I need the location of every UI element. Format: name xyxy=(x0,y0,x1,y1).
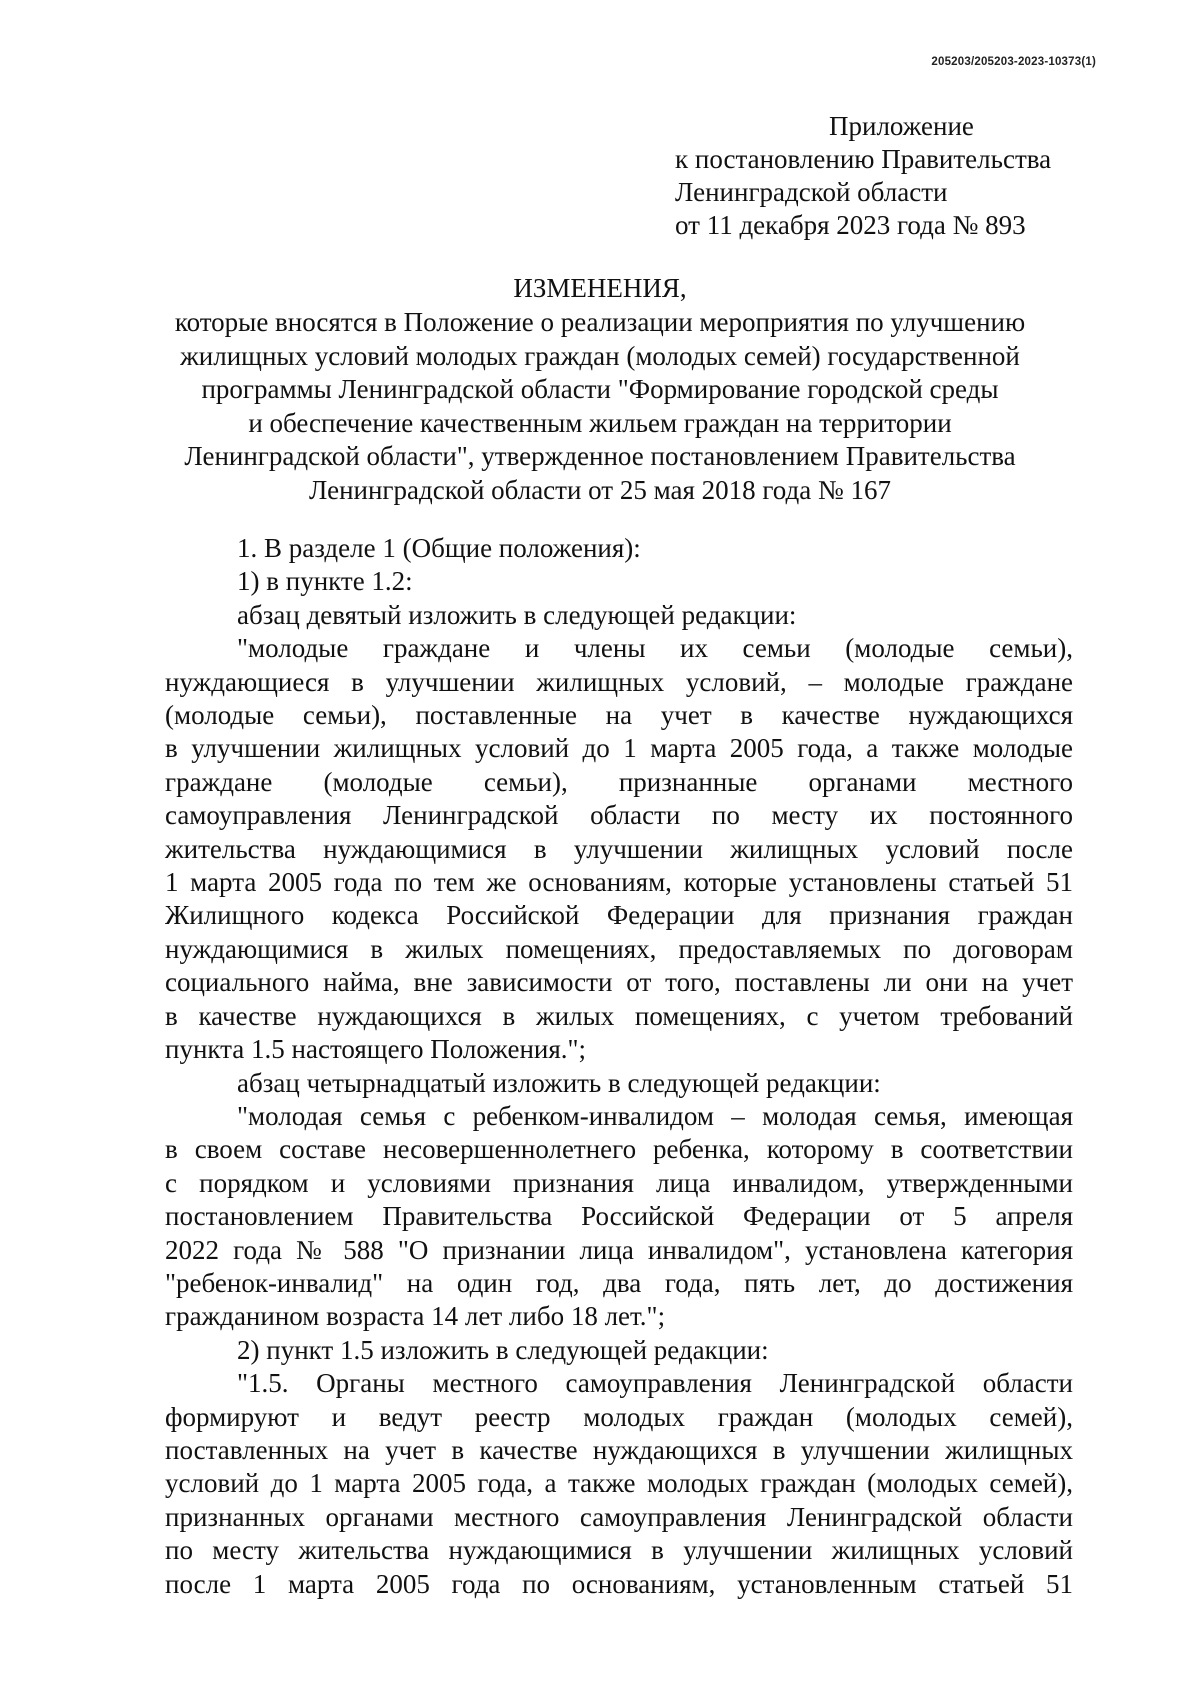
document-body xyxy=(165,532,1073,1601)
paragraph-line: постановлением Правительства Российской Федерации от 5 апреля xyxy=(165,1201,1073,1232)
subtitle-line: Ленинградской области от 25 мая 2018 года № 167 xyxy=(308,474,892,505)
paragraph-line: с порядком и условиями признания лица инвалидом, утвержденными xyxy=(165,1167,1073,1198)
subtitle-line: жилищных условий молодых граждан (молодых семей) государственной xyxy=(180,340,1020,371)
paragraph-line: в улучшении жилищных условий до 1 марта 2005 года, а также молодые xyxy=(165,733,1073,764)
appendix-line: от 11 декабря 2023 года № 893 xyxy=(675,210,1026,240)
paragraph-line: (молодые семьи), поставленные на учет в качестве нуждающихся xyxy=(165,700,1073,731)
appendix-line: Приложение xyxy=(829,111,974,141)
paragraph-line: Жилищного кодекса Российской Федерации для признания граждан xyxy=(165,900,1073,931)
subtitle-line: и обеспечение качественным жильем граждан на территории xyxy=(248,407,952,438)
appendix-line: Ленинградской области xyxy=(675,177,948,207)
paragraph-line: 1. В разделе 1 (Общие положения): xyxy=(237,533,641,563)
paragraph-line: нуждающиеся в улучшении жилищных условий, – молодые граждане xyxy=(165,666,1073,697)
paragraph-line: нуждающимися в жилых помещениях, предоставляемых по договорам xyxy=(165,933,1073,964)
paragraph-line: 1) в пункте 1.2: xyxy=(237,566,413,597)
subtitle-line: программы Ленинградской области "Формирование городской среды xyxy=(201,374,999,405)
paragraph-line: поставленных на учет в качестве нуждающихся в улучшении жилищных xyxy=(165,1434,1073,1465)
paragraph-line: по месту жительства нуждающимися в улучшении жилищных условий xyxy=(165,1535,1073,1566)
paragraph-line: "молодые граждане и члены их семьи (молодые семьи), xyxy=(237,633,1073,664)
paragraph-line: абзац четырнадцатый изложить в следующей редакции: xyxy=(237,1067,881,1098)
paragraph-line: 1 марта 2005 года по тем же основаниям, которые установлены статьей 51 xyxy=(165,867,1073,898)
document-subtitle xyxy=(0,306,1200,508)
paragraph-line: самоуправления Ленинградской области по месту их постоянного xyxy=(165,800,1073,831)
paragraph-line: "1.5. Органы местного самоуправления Ленинградской области xyxy=(237,1368,1073,1399)
paragraph-line: условий до 1 марта 2005 года, а также молодых граждан (молодых семей), xyxy=(165,1468,1073,1499)
paragraph-line: социального найма, вне зависимости от того, поставлены ли они на учет xyxy=(165,967,1073,998)
appendix-line: к постановлению Правительства xyxy=(675,144,1052,174)
paragraph-line: 2022 года № 588 "О признании лица инвалидом", установлена категория xyxy=(165,1234,1073,1265)
paragraph-line: жительства нуждающимися в улучшении жилищных условий после xyxy=(165,833,1073,864)
appendix-block xyxy=(675,110,1051,242)
document-title: ИЗМЕНЕНИЯ, xyxy=(513,273,687,303)
paragraph-line: гражданином возраста 14 лет либо 18 лет."; xyxy=(165,1301,666,1332)
paragraph-line: 2) пункт 1.5 изложить в следующей редакции: xyxy=(237,1334,769,1365)
paragraph-line: граждане (молодые семьи), признанные органами местного xyxy=(165,766,1073,797)
paragraph-line: "ребенок-инвалид" на один год, два года, пять лет, до достижения xyxy=(165,1267,1073,1298)
paragraph-line: пункта 1.5 настоящего Положения."; xyxy=(165,1034,587,1065)
paragraph-line: "молодая семья с ребенком-инвалидом – молодая семья, имеющая xyxy=(237,1100,1073,1131)
paragraph-line: в качестве нуждающихся в жилых помещениях, с учетом требований xyxy=(165,1000,1073,1031)
paragraph-line: абзац девятый изложить в следующей редакции: xyxy=(237,599,797,630)
paragraph-line: после 1 марта 2005 года по основаниям, установленным статьей 51 xyxy=(165,1568,1073,1599)
document-id: 205203/205203-2023-10373(1) xyxy=(931,56,1096,68)
paragraph-line: формируют и ведут реестр молодых граждан (молодых семей), xyxy=(165,1401,1073,1432)
paragraph-line: в своем составе несовершеннолетнего ребенка, которому в соответствии xyxy=(165,1134,1073,1165)
subtitle-line: которые вносятся в Положение о реализации мероприятия по улучшению xyxy=(174,307,1026,337)
paragraph-line: признанных органами местного самоуправления Ленинградской области xyxy=(165,1501,1073,1532)
subtitle-line: Ленинградской области", утвержденное постановлением Правительства xyxy=(184,441,1016,472)
